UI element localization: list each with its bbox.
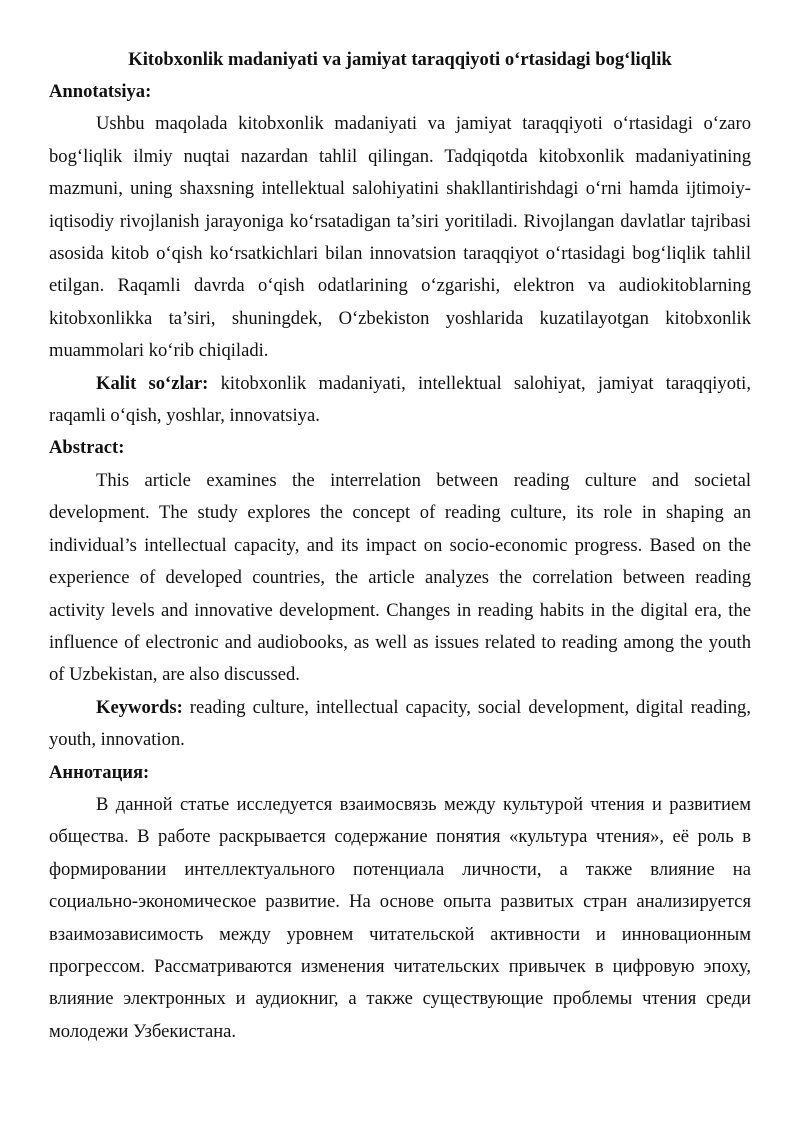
annotation-ru-heading: Аннотация:: [49, 761, 150, 783]
keywords-en-label: Keywords:: [96, 696, 183, 718]
keywords-uz-label: Kalit so‘zlar:: [96, 372, 209, 394]
keywords-en: [49, 692, 751, 757]
annotation-uz-body: Ushbu maqolada kitobxonlik madaniyati va jamiyat taraqqiyoti o‘rtasidagi o‘zaro bog‘liqlik ilmiy nuqtai nazardan tahlil qilingan. Tadqiqotda kitobxonlik madaniyatining mazmuni, uning shaxsning intellektual salohiyatini shakllantirishdagi o‘rni hamda ijtimoiy-iqtisodiy rivojlanish jarayoniga ko‘rsatadigan ta’siri yoritiladi. Rivojlangan davlatlar tajribasi asosida kitob o‘qish ko‘rsatkichlari bilan innovatsion taraqqiyot o‘rtasidagi bog‘liqlik tahlil etilgan. Raqamli davrda o‘qish odatlarining o‘zgarishi, elektron va audiokitoblarning kitobxonlikka ta’siri, shuningdek, O‘zbekiston yoshlarida kuzatilayotgan kitobxonlik muammolari ko‘rib chiqiladi.: [49, 113, 751, 362]
keywords-en-list: reading culture, intellectual capacity, social development, digital reading, youth, innovation.: [49, 696, 751, 751]
keywords-uz: [49, 368, 751, 433]
document-title: Kitobxonlik madaniyati va jamiyat taraqqiyoti o‘rtasidagi bog‘liqlik: [128, 49, 672, 70]
annotation-uz-heading: Annotatsiya:: [49, 81, 152, 102]
document-page: [49, 44, 751, 1048]
abstract-en-body: This article examines the interrelation between reading culture and societal development. The study explores the concept of reading culture, its role in shaping an individual’s intellectual capacity, and its impact on socio-economic progress. Based on the experience of developed countries, the article analyzes the correlation between reading activity levels and innovative development. Changes in reading habits in the digital era, the influence of electronic and audiobooks, as well as issues related to reading among the youth of Uzbekistan, are also discussed.: [49, 469, 751, 686]
keywords-uz-list: kitobxonlik madaniyati, intellektual salohiyat, jamiyat taraqqiyoti, raqamli o‘qish, yoshlar, innovatsiya.: [49, 372, 751, 427]
annotation-ru-body: В данной статье исследуется взаимосвязь между культурой чтения и развитием общества. В работе раскрывается содержание понятия «культура чтения», её роль в формировании интеллектуального потенциала личности, а также влияние на социально-экономическое развитие. На основе опыта развитых стран анализируется взаимозависимость между уровнем читательской активности и инновационным прогрессом. Рассматриваются изменения читательских привычек в цифровую эпоху, влияние электронных и аудиокниг, а также существующие проблемы чтения среди молодежи Узбекистана.: [49, 793, 751, 1042]
abstract-en-heading: Abstract:: [49, 437, 125, 459]
